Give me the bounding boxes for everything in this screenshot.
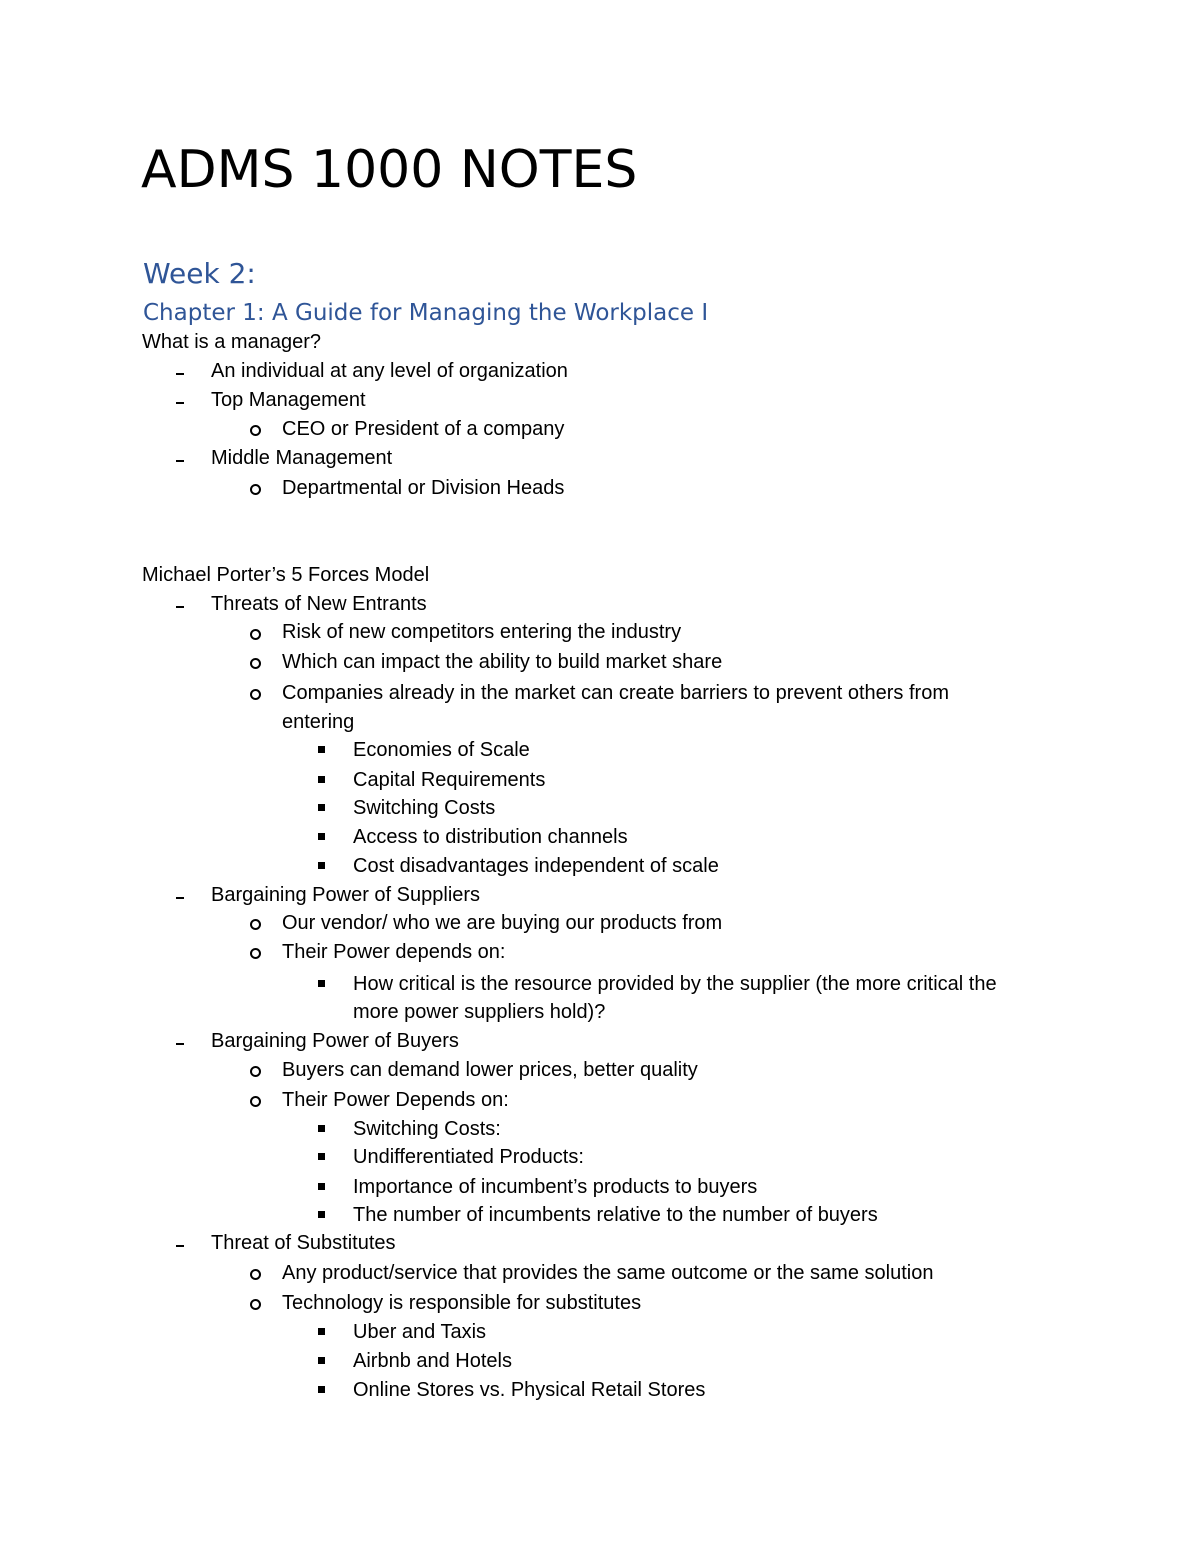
list-item: Buyers can demand lower prices, better quality [282, 1059, 698, 1081]
dash-bullet [176, 897, 184, 899]
week-heading: Week 2: [143, 257, 256, 290]
list-item: Threat of Substitutes [211, 1232, 396, 1254]
square-bullet [318, 1183, 325, 1190]
list-item: Undifferentiated Products: [353, 1146, 584, 1168]
section-label-manager: What is a manager? [142, 331, 321, 353]
circle-bullet [250, 1096, 261, 1107]
list-item: CEO or President of a company [282, 418, 565, 440]
list-item: Importance of incumbent’s products to buyers [353, 1176, 758, 1198]
list-item: Risk of new competitors entering the industry [282, 621, 682, 643]
document-title: ADMS 1000 NOTES [141, 140, 638, 200]
list-item: Middle Management [211, 447, 393, 469]
list-item: Their Power depends on: [282, 941, 506, 963]
dash-bullet [176, 606, 184, 608]
square-bullet [318, 833, 325, 840]
list-item: Airbnb and Hotels [353, 1350, 512, 1372]
square-bullet [318, 804, 325, 811]
dash-bullet [176, 373, 184, 375]
circle-bullet [250, 689, 261, 700]
list-item: How critical is the resource provided by the supplier (the more critical the [353, 973, 997, 995]
dash-bullet [176, 1043, 184, 1045]
list-item: Their Power Depends on: [282, 1089, 509, 1111]
list-item: Bargaining Power of Buyers [211, 1030, 459, 1052]
dash-bullet [176, 460, 184, 462]
list-item: Threats of New Entrants [211, 593, 427, 615]
list-item: Access to distribution channels [353, 826, 628, 848]
square-bullet [318, 746, 325, 753]
square-bullet [318, 1386, 325, 1393]
list-item: Switching Costs [353, 797, 496, 819]
list-item: An individual at any level of organization [211, 360, 568, 382]
circle-bullet [250, 948, 261, 959]
chapter-heading: Chapter 1: A Guide for Managing the Workplace I [143, 300, 709, 326]
square-bullet [318, 862, 325, 869]
list-item: Uber and Taxis [353, 1321, 487, 1343]
section-label-porter: Michael Porter’s 5 Forces Model [142, 564, 430, 586]
list-item: Capital Requirements [353, 769, 546, 791]
list-item: Bargaining Power of Suppliers [211, 884, 481, 906]
square-bullet [318, 1211, 325, 1218]
circle-bullet [250, 1299, 261, 1310]
list-item: Top Management [211, 389, 366, 411]
list-item: Switching Costs: [353, 1118, 501, 1140]
list-item-continuation: more power suppliers hold)? [353, 1001, 606, 1023]
list-item: Companies already in the market can create barriers to prevent others from [282, 682, 949, 704]
list-item: Technology is responsible for substitutes [282, 1292, 642, 1314]
list-item: Departmental or Division Heads [282, 477, 565, 499]
list-item: Any product/service that provides the same outcome or the same solution [282, 1262, 934, 1284]
circle-bullet [250, 919, 261, 930]
square-bullet [318, 1357, 325, 1364]
dash-bullet [176, 402, 184, 404]
square-bullet [318, 1125, 325, 1132]
list-item: Economies of Scale [353, 739, 530, 761]
square-bullet [318, 980, 325, 987]
square-bullet [318, 1328, 325, 1335]
list-item: Which can impact the ability to build market share [282, 651, 723, 673]
circle-bullet [250, 1066, 261, 1077]
square-bullet [318, 1153, 325, 1160]
list-item: Online Stores vs. Physical Retail Stores [353, 1379, 706, 1401]
list-item: Our vendor/ who we are buying our products from [282, 912, 723, 934]
circle-bullet [250, 1269, 261, 1280]
circle-bullet [250, 484, 261, 495]
square-bullet [318, 776, 325, 783]
circle-bullet [250, 629, 261, 640]
circle-bullet [250, 658, 261, 669]
list-item: Cost disadvantages independent of scale [353, 855, 719, 877]
dash-bullet [176, 1245, 184, 1247]
list-item-continuation: entering [282, 711, 355, 733]
circle-bullet [250, 425, 261, 436]
list-item: The number of incumbents relative to the number of buyers [353, 1204, 878, 1226]
